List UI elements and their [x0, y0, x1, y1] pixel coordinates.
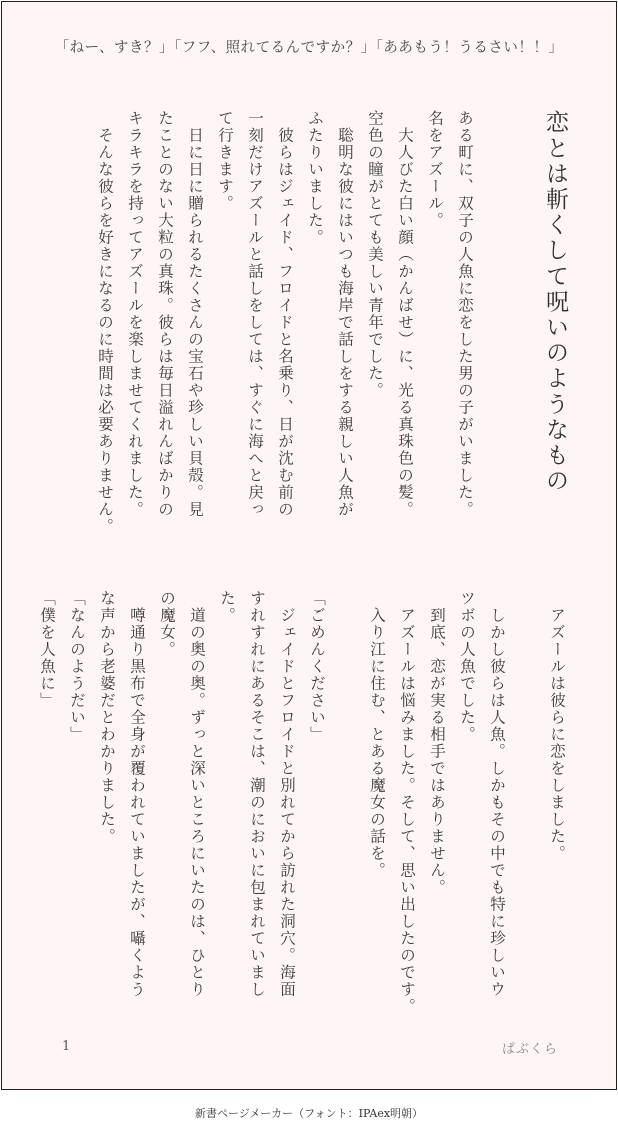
- text-line: 噂通り黒布で全身が覆われていましたが、囁くよう: [128, 590, 146, 998]
- text-line: ジェイドとフロイドと別れてから訪れた洞穴。海面: [278, 590, 296, 998]
- text-line: 「僕を人魚に」: [38, 590, 56, 709]
- text-block-lower: [32, 590, 572, 1022]
- text-line: 空色の瞳がとても美しい青年でした。: [366, 110, 384, 399]
- text-line: すれすれにあるそこは、潮のにおいに包まれていまし: [248, 590, 266, 998]
- text-line: 一刻だけアズールと話しをしては、すぐに海へと戻っ: [246, 110, 264, 518]
- text-block-upper: [90, 110, 480, 542]
- text-line: そんな彼らを好きになるのに時間は必要ありません。: [96, 110, 114, 535]
- text-line: しかし彼らは人魚。しかもその中でも特に珍しいウ: [488, 590, 506, 998]
- text-line: 彼らはジェイド、フロイドと名乗り、日が沈む前の: [276, 110, 294, 518]
- page-number: 1: [62, 1039, 71, 1054]
- text-line: アズールは悩みました。そして、思い出したのです。: [398, 590, 416, 1015]
- text-line: ふたりいました。: [306, 110, 324, 246]
- text-line: 名をアズール。: [426, 110, 444, 229]
- header-quote: 「ねー、すき？」「フフ、照れてるんですか？」「ああもう！うるさい！！」: [54, 40, 564, 56]
- book-page: [1, 1, 617, 1090]
- text-line: の魔女。: [158, 590, 176, 658]
- text-line: 「なんのようだい」: [68, 590, 86, 743]
- text-line: 聡明な彼にはいつも海岸で話しをする親しい人魚が: [336, 110, 354, 518]
- text-line: 日に日に贈られるたくさんの宝石や珍しい貝殻。見: [186, 110, 204, 518]
- text-line: 大人びた白い顔（かんばせ）に、光る真珠色の髪。: [396, 110, 414, 518]
- author-name: ぱぶくら: [501, 1042, 558, 1057]
- text-line: な声から老婆だとわかりました。: [98, 590, 116, 845]
- text-line: 到底、恋が実る相手ではありません。: [428, 590, 446, 896]
- text-line: ある町に、双子の人魚に恋をした男の子がいました。: [456, 110, 474, 518]
- text-line: 入り江に住む、とある魔女の話を。: [368, 590, 386, 879]
- text-line: たことのない大粒の真珠。彼らは毎日溢れんばかりの: [156, 110, 174, 518]
- footer-credit: 新書ページメーカー（フォント：IPAex明朝）: [194, 1107, 424, 1120]
- text-line: キラキラを持ってアズールを楽しませてくれました。: [126, 110, 144, 518]
- text-line: [512, 590, 542, 1022]
- text-line: て行きます。: [216, 110, 234, 212]
- text-line: [332, 590, 362, 1022]
- text-line: 道の奥の奥。ずっと深いところにいたのは、ひとり: [188, 590, 206, 998]
- text-line: アズールは彼らに恋をしました。: [548, 590, 566, 862]
- text-line: た。: [218, 590, 236, 624]
- story-title: 恋とは斬くして呪いのようなもの: [542, 110, 568, 494]
- text-line: ツボの人魚でした。: [458, 590, 476, 743]
- text-line: 「ごめんください」: [308, 590, 326, 743]
